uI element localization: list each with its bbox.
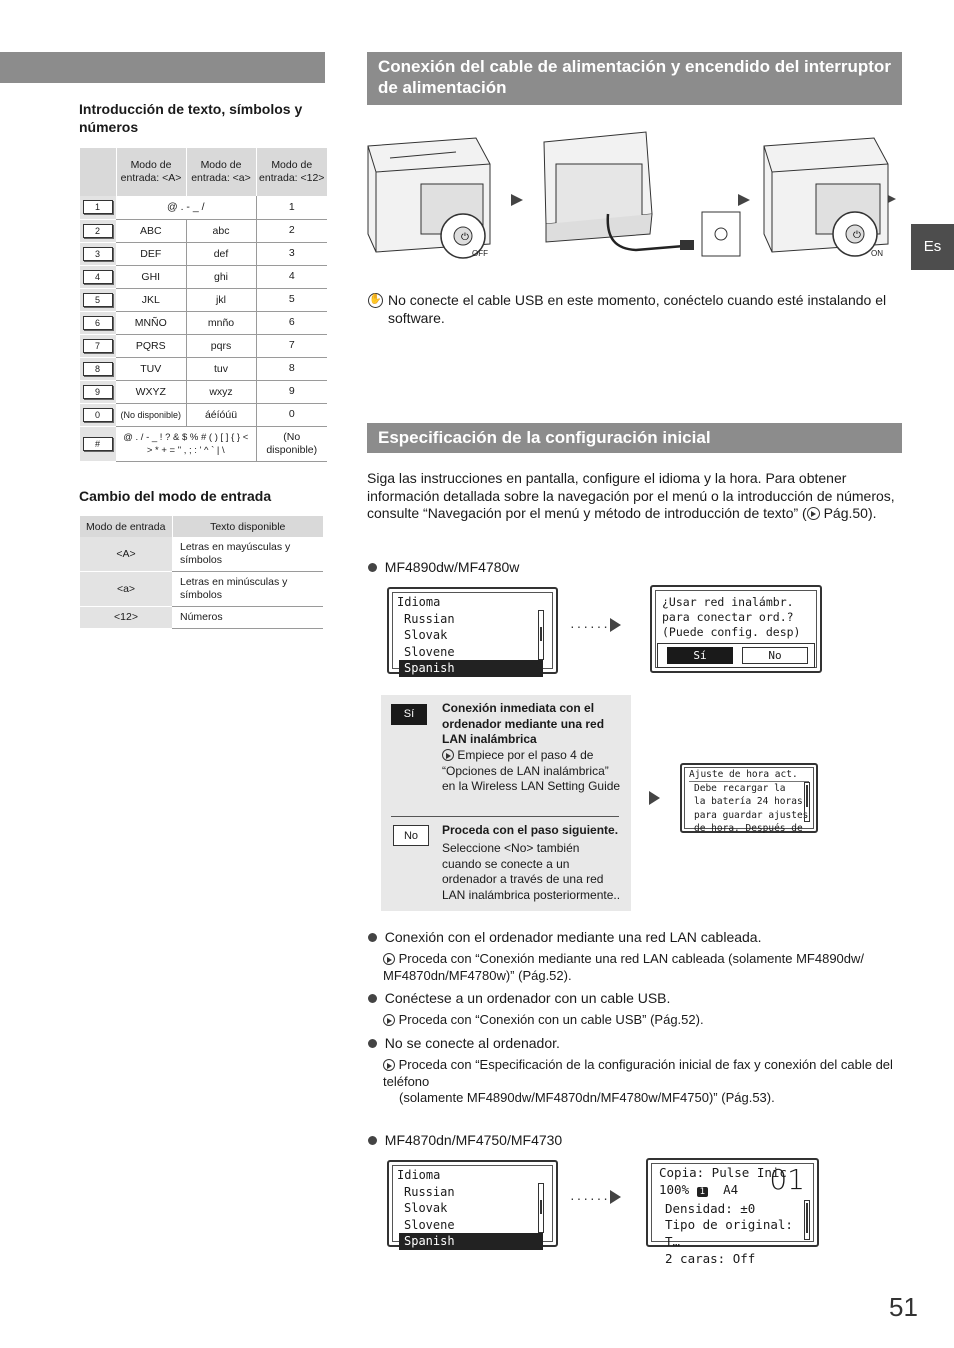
lcd-title: Idioma (397, 595, 441, 609)
key-cell (80, 242, 116, 265)
key-cell (80, 219, 116, 242)
mode-a-cell: def (186, 242, 256, 265)
mode-table (80, 516, 323, 629)
key-row (80, 311, 327, 334)
svg-text:⏻: ⏻ (461, 232, 469, 243)
option-no-title: Proceda con el paso siguiente. (442, 823, 619, 837)
lcd-item: Slovak (404, 1201, 448, 1216)
bullet-usb (368, 990, 903, 1008)
lcd-language-2 (387, 1160, 558, 1247)
intro-ref: Pág.50). (823, 505, 877, 521)
mode-A-cell: PQRS (116, 334, 186, 357)
bullet-sub-text: Proceda con “Conexión mediante una red LAN cableada (solamente MF4890dw/ MF4870dn/MF4780w)” (Pág.52). (383, 951, 865, 983)
section-power-header: Conexión del cable de alimentación y encendido del interruptor de alimentación (367, 52, 902, 105)
bullet-text: Conéctese a un ordenador con un cable USB. (384, 990, 671, 1006)
mode-a-cell: jkl (186, 288, 256, 311)
flow-arrow-1: ······ (570, 618, 621, 634)
lcd-line: Densidad: ±0 (665, 1200, 756, 1216)
section-initial-config-header: Especificación de la configuración inicial (367, 423, 902, 453)
lcd-item: Slovene (404, 644, 455, 659)
mode-A-cell: WXYZ (116, 380, 186, 403)
mode-a-cell: mnño (186, 311, 256, 334)
keypad-key-icon: 8 (83, 362, 113, 376)
on-label: ON (871, 249, 883, 258)
option-yes-text (442, 748, 622, 795)
mode-cell: <a> (80, 572, 172, 607)
mode-12-cell: 9 (256, 380, 327, 403)
keypad-key-icon: 3 (83, 247, 113, 261)
bullet-no-pc-sub (383, 1057, 903, 1107)
available-text-cell: Números (172, 607, 323, 629)
lcd-scrollbar (804, 1200, 810, 1240)
lcd-line: la batería 24 horas (694, 796, 803, 808)
header-mode-A: Modo de entrada: <A> (116, 148, 186, 196)
key-cell (80, 265, 116, 288)
bullet-text: Conexión con el ordenador mediante una red LAN cableada. (384, 929, 762, 945)
lcd-title: Ajuste de hora act. (689, 768, 809, 782)
bullet-usb-sub (383, 1012, 903, 1029)
key-cell (80, 426, 116, 461)
lcd-scrollbar (804, 782, 810, 822)
key-cell (80, 311, 116, 334)
bullet-sub-text: Proceda con “Especificación de la configuración inicial de fax y conexión del cable del teléfono (383, 1057, 893, 1089)
lcd-line: (Puede config. desp) (662, 625, 801, 639)
keypad-key-icon: 9 (83, 385, 113, 399)
mode-12-cell: 2 (256, 219, 327, 242)
lcd-line: Copia: Pulse Inic (659, 1165, 787, 1180)
mode-A-cell: @ . / - _ ! ? & $ % # ( ) [ ] { } < > * + = " , ; : ' ^ ` | \ (116, 426, 256, 461)
off-label: OFF (472, 249, 488, 258)
keypad-key-icon: 1 (83, 200, 113, 214)
mode-change-title: Cambio del modo de entrada (79, 488, 272, 504)
keypad-key-icon: 5 (83, 293, 113, 307)
mode-12-cell: 4 (256, 265, 327, 288)
page-ref-icon (442, 749, 454, 761)
paper-size: A4 (723, 1181, 739, 1197)
mode-A-cell: DEF (116, 242, 186, 265)
key-row (80, 357, 327, 380)
keypad-key-icon: 6 (83, 316, 113, 330)
mode-12-cell: 6 (256, 311, 327, 334)
intro-body: Siga las instrucciones en pantalla, configure el idioma y la hora. Para obtener información detallada sobre la navegación por el menú o la introducción de números, consulte “Navegación por el menú y método de introducción de texto” ( (367, 470, 895, 521)
printer-back-illustration (544, 132, 652, 242)
bullet-icon (368, 563, 377, 572)
mode-a-cell: wxyz (186, 380, 256, 403)
key-row (80, 219, 327, 242)
mode-12-cell: 8 (256, 357, 327, 380)
lcd-line: Tipo de original: T… (665, 1217, 793, 1250)
mode-cell: <A> (80, 537, 172, 572)
zoom-level: 100% (659, 1181, 690, 1197)
mode-12-cell: 7 (256, 334, 327, 357)
header-mode-12: Modo de entrada: <12> (256, 148, 327, 196)
lcd-wireless-prompt (650, 585, 822, 673)
mode-cell: <12> (80, 607, 172, 629)
mode-a-cell: tuv (186, 357, 256, 380)
mode-a-cell: áéíóúü (186, 403, 256, 426)
text-input-title: Introducción de texto, símbolos y números (79, 101, 303, 135)
mode-A-cell: TUV (116, 357, 186, 380)
bullet-icon (368, 933, 377, 942)
model-2-text: MF4870dn/MF4750/MF4730 (384, 1132, 563, 1148)
lcd-line: para conectar ord.? (662, 610, 794, 624)
page-ref-icon (383, 953, 395, 965)
key-cell (80, 380, 116, 403)
lcd-scrollbar (538, 1183, 544, 1233)
bullet-icon (368, 1039, 377, 1048)
option-yes-title: Conexión inmediata con el ordenador mediante una red LAN inalámbrica (442, 701, 605, 746)
language-tab: Es (911, 224, 954, 270)
lcd-line: 2 caras: Off (665, 1250, 756, 1266)
keypad-key-icon: 7 (83, 339, 113, 353)
bullet-no-pc (368, 1035, 903, 1053)
lcd-copy-screen (646, 1158, 819, 1266)
mode-12-cell: (No disponible) (256, 426, 327, 461)
mode-12-cell: 1 (256, 196, 327, 219)
lcd-button-row (657, 643, 815, 668)
mode-A-cell: @ . - _ / (116, 196, 256, 219)
mode-12-cell: 5 (256, 288, 327, 311)
lcd-item: Russian (404, 611, 455, 626)
mode-12-cell: 0 (256, 403, 327, 426)
lcd-line: de hora. Después de (694, 822, 803, 834)
key-row (80, 196, 327, 219)
lcd-title: Idioma (397, 1168, 441, 1182)
bullet-icon (368, 994, 377, 1003)
page-ref-icon (383, 1059, 395, 1071)
key-cell (80, 288, 116, 311)
mode-row (80, 537, 323, 572)
header-mode-a: Modo de entrada: <a> (186, 148, 256, 196)
power-illustration (366, 124, 896, 264)
tray-badge: 1 (697, 1187, 708, 1197)
svg-text:⏻: ⏻ (853, 230, 861, 241)
text-header: Texto disponible (172, 516, 323, 537)
model-1-label (368, 559, 519, 577)
key-cell (80, 196, 116, 219)
bullet-sub-text-2: (solamente MF4890dw/MF4870dn/MF4780w/MF4750)” (Pág.53). (399, 1090, 775, 1105)
model-1-text: MF4890dw/MF4780w (384, 559, 520, 575)
key-row (80, 288, 327, 311)
key-cell (80, 357, 116, 380)
keypad-key-icon: 2 (83, 224, 113, 238)
lcd-item-selected: Spanish (399, 660, 543, 677)
mode-A-cell: GHI (116, 265, 186, 288)
page-ref-icon (383, 1014, 395, 1026)
option-yes-text-body: Empiece por el paso 4 de “Opciones de LAN inalámbrica” en la Wireless LAN Setting Guide (442, 748, 621, 793)
lcd-line: para guardar ajustes (694, 809, 809, 821)
key-row (80, 380, 327, 403)
option-divider (391, 816, 619, 817)
keypad-key-icon: # (83, 437, 113, 451)
available-text-cell: Letras en mayúsculas y símbolos (172, 537, 323, 572)
option-no-text: Seleccione <No> también cuando se conecte a un ordenador a través de una red LAN inalámbrica posteriormente.. (442, 841, 621, 902)
bullet-wired-sub (383, 951, 903, 984)
keypad-key-icon: 4 (83, 270, 113, 284)
mode-row (80, 607, 323, 629)
mode-a-cell: ghi (186, 265, 256, 288)
page-ref-icon (807, 507, 820, 520)
intro-text (367, 470, 899, 523)
flow-arrow-2 (649, 791, 660, 810)
lcd-scrollbar (538, 610, 544, 660)
mode-A-cell: JKL (116, 288, 186, 311)
key-row (80, 334, 327, 357)
caution-icon: ✋ (368, 293, 383, 308)
available-text-cell: Letras en minúsculas y símbolos (172, 572, 323, 607)
key-cell (80, 334, 116, 357)
page-number: 51 (889, 1292, 918, 1322)
bullet-icon (368, 1136, 377, 1145)
bullet-wired (368, 929, 903, 947)
keypad-key-icon: 0 (83, 408, 113, 422)
usb-note: No conecte el cable USB en este momento, conéctelo cuando esté instalando el software. (388, 292, 887, 326)
mode-a-cell: pqrs (186, 334, 256, 357)
lcd-language-1 (387, 587, 558, 674)
lcd-no-button[interactable]: No (742, 647, 808, 664)
mode-A-cell: MNÑO (116, 311, 186, 334)
lcd-item: Slovene (404, 1217, 455, 1232)
option-yes-button: Sí (391, 704, 427, 725)
lcd-time-setting (680, 763, 818, 833)
lcd-line: ¿Usar red inalámbr. (662, 595, 794, 609)
key-row (80, 265, 327, 288)
lcd-item: Russian (404, 1184, 455, 1199)
bullet-text: No se conecte al ordenador. (384, 1035, 560, 1051)
mode-header: Modo de entrada (80, 516, 172, 537)
key-row (80, 242, 327, 265)
mode-A-cell: (No disponible) (116, 403, 186, 426)
model-2-label (368, 1132, 562, 1150)
lcd-line: Debe recargar la (694, 783, 786, 795)
mode-a-cell: abc (186, 219, 256, 242)
key-row (80, 426, 327, 461)
bullet-sub-text: Proceda con “Conexión con un cable USB” (Pág.52). (398, 1012, 704, 1027)
mode-12-cell: 3 (256, 242, 327, 265)
key-row (80, 403, 327, 426)
lcd-yes-button[interactable]: Sí (667, 647, 733, 664)
left-header-bar (0, 52, 325, 83)
copy-count: 01 (769, 1163, 805, 1196)
key-cell (80, 403, 116, 426)
flow-arrow-3: ······ (570, 1190, 621, 1206)
mode-row (80, 572, 323, 607)
lcd-item-selected: Spanish (399, 1233, 543, 1250)
key-table (80, 148, 327, 462)
option-no-button: No (393, 825, 429, 846)
mode-A-cell: ABC (116, 219, 186, 242)
lcd-item: Slovak (404, 628, 448, 643)
